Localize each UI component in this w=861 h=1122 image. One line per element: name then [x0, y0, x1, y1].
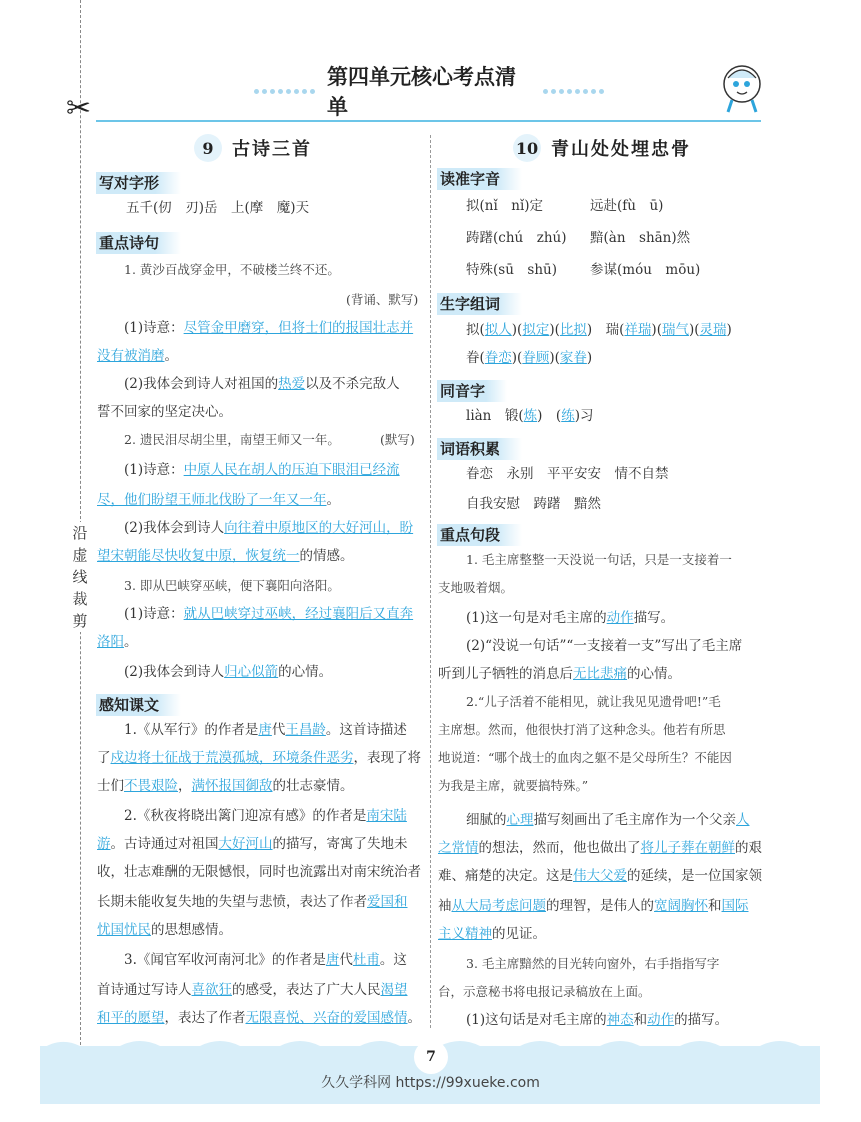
pinyin-3a: 特殊(sū shū): [466, 262, 557, 278]
xinli-5: 主义精神的见证。: [438, 926, 546, 942]
juduan-1-2: (2)“没说一句话”“一支接着一支”写出了毛主席: [466, 638, 743, 654]
section-zuci: 生字组词: [437, 293, 522, 315]
section-kewen: 感知课文: [96, 694, 181, 716]
section-duyin: 读准字音: [437, 168, 522, 190]
juduan-3: 3. 毛主席黯然的目光转向窗外，右手指指写字: [466, 956, 720, 971]
answer-1-2: (2)我体会到诗人对祖国的热爱以及不杀完敌人: [124, 376, 400, 392]
column-divider: [430, 135, 431, 1028]
kewen-2-l3: 收，壮志难酬的无限憾恨，同时也流露出对南宋统治者: [97, 864, 421, 880]
juduan-2b: 主席想。然而，他很快打消了这种念头。他若有所思: [438, 722, 726, 737]
lesson-10-title: [513, 134, 691, 162]
poem-note-1: (背诵、默写): [346, 292, 419, 307]
answer-2-2-cont: 望宋朝能尽快收复中原，恢复统一的情感。: [97, 548, 354, 564]
lesson-number: 9: [194, 134, 222, 162]
answer-1-2-cont: 誓不回家的坚定决心。: [97, 404, 232, 420]
kewen-3-l3: 和平的愿望，表达了作者无限喜悦、兴奋的爱国感情。: [97, 1010, 421, 1026]
answer-3-1: (1)诗意：就从巴峡穿过巫峡，经过襄阳后又直奔: [124, 606, 414, 622]
juduan-2c: 地说道：“哪个战士的血肉之躯不是父母所生？不能因: [438, 750, 732, 765]
pinyin-2a: 踌躇(chú zhú): [466, 230, 567, 246]
zuci-1: 拟(拟人)(拟定)(比拟) 瑞(祥瑞)(瑞气)(灵瑞): [466, 322, 732, 338]
answer-1-1-cont: 没有被消磨。: [97, 348, 178, 364]
juduan-1-1: (1)这一句是对毛主席的动作描写。: [466, 610, 675, 626]
pinyin-2b: 黯(àn shān)然: [590, 230, 691, 246]
answer-2-1: (1)诗意：中原人民在胡人的压迫下眼泪已经流: [124, 462, 400, 478]
section-ciyu: 词语积累: [437, 438, 522, 460]
ciyu-1: 眷恋 永别 平平安安 情不自禁: [466, 466, 669, 482]
zuci-2: 眷(眷恋)(眷顾)(家眷): [466, 350, 593, 366]
kewen-1: 1.《从军行》的作者是唐代王昌龄。这首诗描述: [124, 722, 407, 738]
answer-2-2: (2)我体会到诗人向往着中原地区的大好河山，盼: [124, 520, 414, 536]
kewen-2-l5: 忧国忧民的思想感情。: [97, 922, 232, 938]
lesson-title: 青山处处埋忠骨: [551, 139, 691, 160]
pinyin-1b: 远赴(fù ū): [590, 198, 664, 214]
juduan-2: 2.“儿子活着不能相见，就让我见见遗骨吧!”毛: [466, 694, 721, 709]
juduan-3-1: (1)这句话是对毛主席的神态和动作的描写。: [466, 1012, 729, 1028]
juduan-1b: 支地吸着烟。: [438, 580, 514, 595]
kewen-2-l2: 游。古诗通过对祖国大好河山的描写，寄寓了失地未: [97, 836, 408, 852]
answer-3-2: (2)我体会到诗人归心似箭的心情。: [124, 664, 333, 680]
answer-3-1-cont: 洛阳。: [97, 634, 138, 650]
xinli-2: 之常情的想法，然而，他也做出了将儿子葬在朝鲜的艰: [438, 840, 762, 856]
zixing-line: 五千(仞 刃)岳 上(摩 魔)天: [126, 200, 310, 216]
header-dots-left: [254, 89, 315, 94]
xinli-4: 袖从大局考虑问题的理智，是伟人的宽阔胸怀和国际: [438, 898, 749, 914]
pinyin-1a: 拟(nǐ nǐ)定: [466, 198, 544, 214]
scissors-icon: ✂: [66, 91, 92, 126]
juduan-1-2-cont: 听到儿子牺牲的消息后无比悲痛的心情。: [438, 666, 681, 682]
xinli-3: 难、痛楚的决定。这是伟大父爱的延续，是一位国家领: [438, 868, 762, 884]
section-tongyin: 同音字: [437, 380, 507, 402]
page-number: 7: [414, 1040, 448, 1074]
poem-line-2: 2. 遗民泪尽胡尘里，南望王师又一年。: [124, 432, 340, 447]
answer-1-1: (1)诗意：尽管金甲磨穿，但将士们的报国壮志并: [124, 320, 414, 336]
footer-site[interactable]: 久久学科网 https://99xueke.com: [321, 1075, 540, 1091]
juduan-1: 1. 毛主席整整一天没说一句话，只是一支接着一: [466, 552, 732, 567]
page-title: 第四单元核心考点清单: [327, 65, 516, 119]
juduan-3b: 台，示意秘书将电报记录稿放在上面。: [438, 984, 651, 999]
kewen-3-l2: 首诗通过写诗人喜欲狂的感受，表达了广大人民渴望: [97, 982, 408, 998]
kewen-1-l3: 士们不畏艰险，满怀报国御敌的壮志豪情。: [97, 778, 354, 794]
poem-line-1: 1. 黄沙百战穿金甲，不破楼兰终不还。: [124, 262, 340, 277]
lesson-title: 古诗三首: [232, 139, 312, 160]
mascot-icon: [718, 60, 766, 116]
kewen-3: 3.《闻官军收河南河北》的作者是唐代杜甫。这: [124, 952, 407, 968]
poem-line-3: 3. 即从巴峡穿巫峡，便下襄阳向洛阳。: [124, 578, 340, 593]
lesson-9-title: [194, 134, 312, 162]
juduan-2d: 为我是主席，就要搞特殊。”: [438, 778, 589, 793]
page-header: [254, 65, 604, 119]
section-juduan: 重点句段: [437, 524, 522, 546]
tongyin-line: liàn 锻(炼) (练)习: [466, 408, 594, 424]
kewen-1-l2: 了戍边将士征战于荒漠孤城，环境条件恶劣，表现了将: [97, 750, 421, 766]
lesson-number: 10: [513, 134, 541, 162]
answer-2-1-cont: 尽，他们盼望王师北伐盼了一年又一年。: [97, 492, 340, 508]
ciyu-2: 自我安慰 踌躇 黯然: [466, 496, 601, 512]
kewen-2: 2.《秋夜将晓出篱门迎凉有感》的作者是南宋陆: [124, 808, 407, 824]
kewen-2-l4: 长期未能收复失地的失望与悲愤，表达了作者爱国和: [97, 894, 408, 910]
cut-label: 沿虚线裁剪: [68, 522, 92, 632]
header-dots-right: [543, 89, 604, 94]
section-shiju: 重点诗句: [96, 232, 181, 254]
section-zixing: 写对字形: [96, 172, 181, 194]
poem-note-2: (默写): [380, 432, 415, 447]
pinyin-3b: 参谋(móu mōu): [590, 262, 701, 278]
xinli-1: 细腻的心理描写刻画出了毛主席作为一个父亲人: [466, 812, 750, 828]
header-rule: [96, 120, 761, 122]
